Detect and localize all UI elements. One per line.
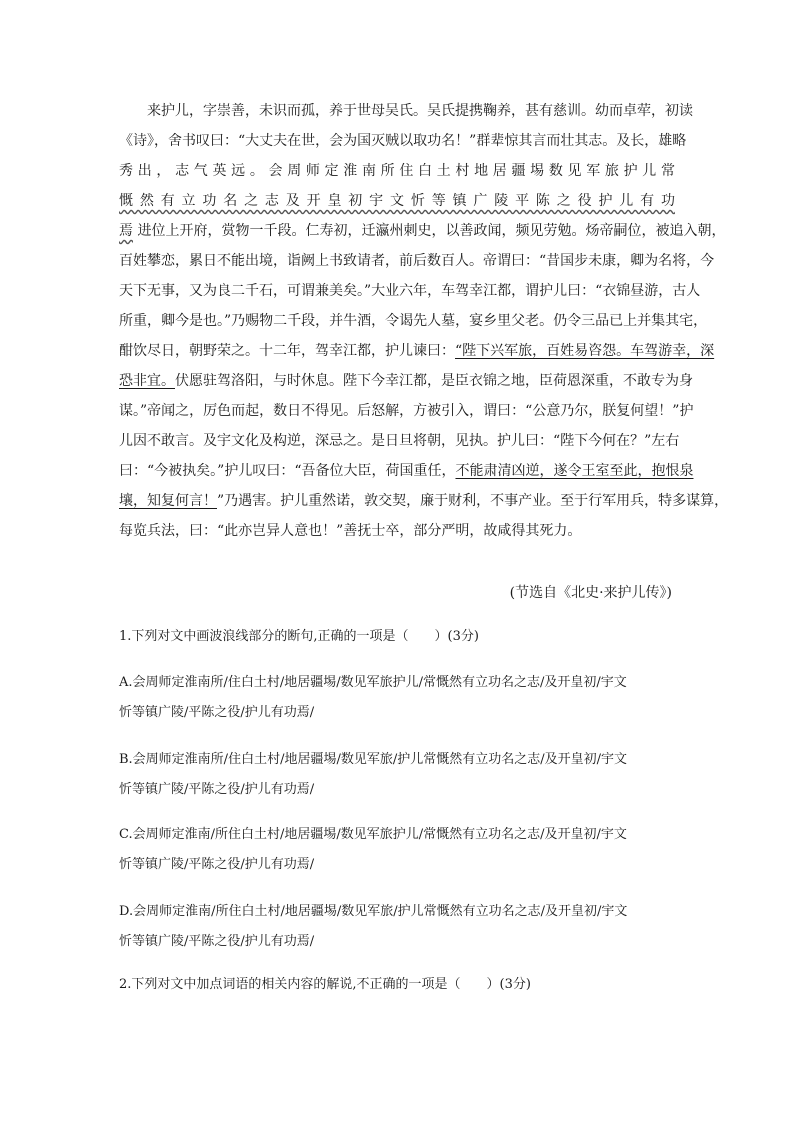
question-2-stem: 2.下列对文中加点词语的相关内容的解说,不正确的一项是（ ）(3分) (119, 977, 531, 992)
underlined-text: 恐非宜。 (119, 373, 175, 389)
option-a-line-2: 忻等镇广陵/平陈之役/护儿有功焉/ (119, 705, 315, 720)
passage-text: 天下无事，又为良二千石，可谓兼美矣。”大业六年，车驾幸江都，谓护儿曰：“衣锦昼游，古人 (119, 283, 701, 299)
passage-line (119, 186, 675, 216)
option-b-line-1: B.会周师定淮南所/住白土村/地居疆埸/数见军旅/护儿常慨然有立功名之志/及开皇初/宇文 (119, 752, 627, 767)
passage-text: 所重，卿今是也。”乃赐物二千段，并牛酒，令谒先人墓，宴乡里父老。仍令三品已上并集其宅， (119, 313, 708, 329)
wavy-underlined-text: 慨然有立功名之志及开皇初宇文忻等镇广陵平陈之役护儿有功 (119, 193, 675, 209)
underlined-text: 不能肃清凶逆，遂令王室至此，抱恨泉 (455, 463, 694, 479)
passage-text: 进位上开府，赏物一千段。仁寿初，迁瀛州刺史，以善政闻，频见劳勉。炀帝嗣位，被追入朝， (137, 223, 726, 239)
passage-line (119, 246, 715, 276)
passage-line (119, 366, 693, 396)
option-b-line-2: 忻等镇广陵/平陈之役/护儿有功焉/ (119, 782, 315, 797)
passage-line (119, 306, 708, 336)
passage-text: 来护儿，字崇善，未识而孤，养于世母吴氏。吴氏提携鞠养，甚有慈训。幼而卓荦，初读 (147, 103, 693, 119)
passage-line (119, 456, 694, 486)
passage-text: 秀出，志气英远。会周师定淮南所住白土村地居疆埸数见军旅护儿常 (119, 163, 675, 179)
question-1-option-b[interactable] (119, 745, 679, 805)
option-d-line-2: 忻等镇广陵/平陈之役/护儿有功焉/ (119, 934, 315, 949)
passage-text: 每览兵法，曰：“此亦岂异人意也！”善抚士卒，部分严明，故咸得其死力。 (119, 523, 582, 539)
question-1-option-d[interactable] (119, 897, 679, 957)
wavy-underlined-text: 焉 (119, 223, 133, 239)
passage-text: 伏愿驻驾洛阳，与时休息。陛下今幸江都，是臣衣锦之地，臣荷恩深重，不敢专为身 (175, 373, 693, 389)
passage-text: 百姓攀恋，累日不能出境，诣阙上书致请者，前后数百人。帝谓曰：“昔国步未康，卿为名将，今 (119, 253, 715, 269)
passage-text: 酣饮尽日，朝野荣之。十二年，驾幸江都，护儿谏曰： (119, 343, 455, 359)
option-a-line-1: A.会周师定淮南所/住白土村/地居疆埸/数见军旅护儿/常慨然有立功名之志/及开皇初/宇文 (119, 675, 627, 690)
option-c-line-2: 忻等镇广陵/平陈之役/护儿有功焉/ (119, 857, 315, 872)
passage-line (119, 216, 726, 246)
passage (119, 96, 729, 546)
passage-text: 曰：“今被执矣。”护儿叹曰：“吾备位大臣，荷国重任， (119, 463, 456, 479)
passage-line (119, 96, 693, 126)
passage-line (119, 396, 694, 426)
underlined-text: “陛下兴军旅，百姓易咨怨。车驾游幸，深 (455, 343, 715, 359)
passage-line (119, 276, 701, 306)
passage-line (119, 486, 729, 516)
passage-line (119, 156, 675, 186)
source-citation: (节选自《北史·来护儿传》) (509, 585, 672, 601)
passage-text: 谋。”帝闻之，厉色而起，数日不得见。后怒解，方被引入，谓曰：“公意乃尔，朕复何望！”护 (119, 403, 694, 419)
passage-line (119, 336, 715, 366)
passage-text: 儿因不敢言。及宇文化及构逆，深忌之。是日旦将朝，见执。护儿曰：“陛下今何在？”左右 (119, 433, 680, 449)
question-1-option-c[interactable] (119, 820, 679, 880)
option-d-line-1: D.会周师定淮南/所住白土村/地居疆埸/数见军旅/护儿常慨然有立功名之志/及开皇初/宇文 (119, 904, 628, 919)
question-1-option-a[interactable] (119, 668, 679, 728)
option-c-line-1: C.会周师定淮南/所住白土村/地居疆埸/数见军旅护儿/常慨然有立功名之志/及开皇初/宇文 (119, 827, 627, 842)
passage-line (119, 126, 687, 156)
passage-line (119, 516, 675, 546)
question-1-stem: 1.下列对文中画波浪线部分的断句,正确的一项是（ ）(3分) (119, 629, 479, 644)
passage-line (119, 426, 680, 456)
passage-text: 《诗》，舍书叹曰：“大丈夫在世，会为国灭贼以取功名！”群辈惊其言而壮其志。及长，雄略 (119, 133, 687, 149)
underlined-text: 壤，知复何言！ (119, 493, 217, 509)
passage-text: ”乃遇害。护儿重然诺，敦交契，廉于财利，不事产业。至于行军用兵，特多谋算， (217, 493, 729, 509)
